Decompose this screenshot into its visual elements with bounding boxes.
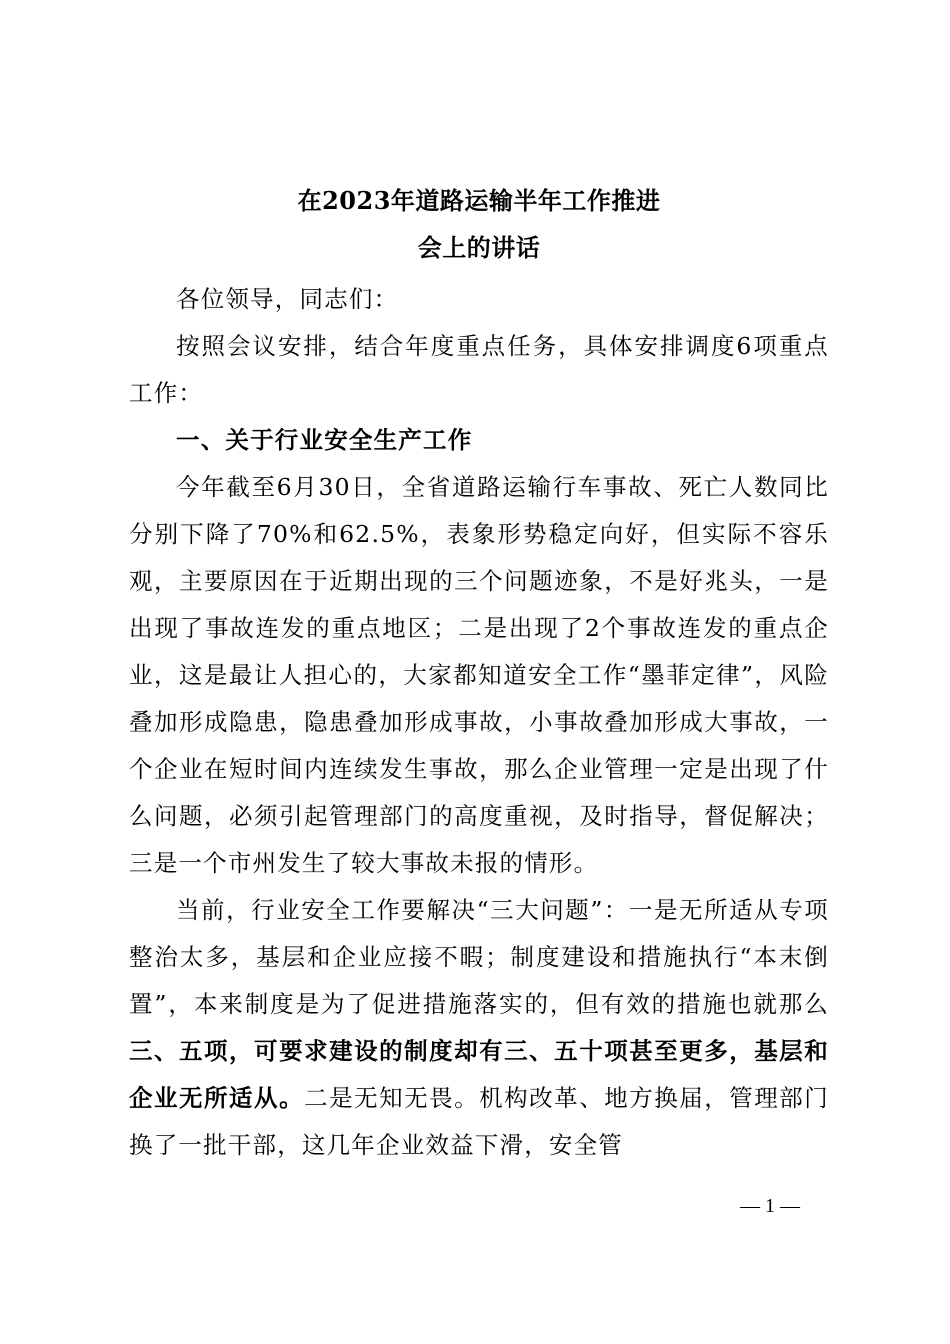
document-title-line-2: 会上的讲话 [417,233,541,262]
document-title-line-1: 在2023年道路运输半年工作推进 [297,186,661,215]
document-body [129,276,829,1169]
paragraph-2-text-start: 当前，行业安全工作要解决“三大问题”：一是无所适从专项整治太多，基层和企业应接不暇；制度建设和措施执行“本末倒置”，本来制度是为了促进措施落实的，但有效的措施也就那么 [129,896,829,1018]
salutation: 各位领导，同志们： [176,285,399,313]
page-number: — 1 — [740,1195,800,1217]
section-heading: 一、关于行业安全生产工作 [176,426,473,454]
section-paragraph-2 [129,887,829,1169]
paragraph-2-text-end: 二是无知无畏。机构改革、地方换届，管理部门换了一批干部，这几年企业效益下滑，安全管 [129,1084,829,1159]
paragraph-2-bold-text: 三、五项，可要求建设的制度却有三、五十项甚至更多，基层和企业无所适从。 [129,1037,829,1112]
section-paragraph-1: 今年截至6月30日，全省道路运输行车事故、死亡人数同比分别下降了70%和62.5%，表象形势稳定向好，但实际不容乐观，主要原因在于近期出现的三个问题迹象，不是好兆头，一是出现了事故连发的重点地区；二是出现了2个事故连发的重点企业，这是最让人担心的，大家都知道安全工作“墨菲定律”，风险叠加形成隐患，隐患叠加形成事故，小事故叠加形成大事故，一个企业在短时间内连续发生事故，那么企业管理一定是出现了什么问题，必须引起管理部门的高度重视，及时指导，督促解决；三是一个市州发生了较大事故未报的情形。 [129,473,829,877]
intro-paragraph: 按照会议安排，结合年度重点任务，具体安排调度6项重点工作： [129,332,829,407]
